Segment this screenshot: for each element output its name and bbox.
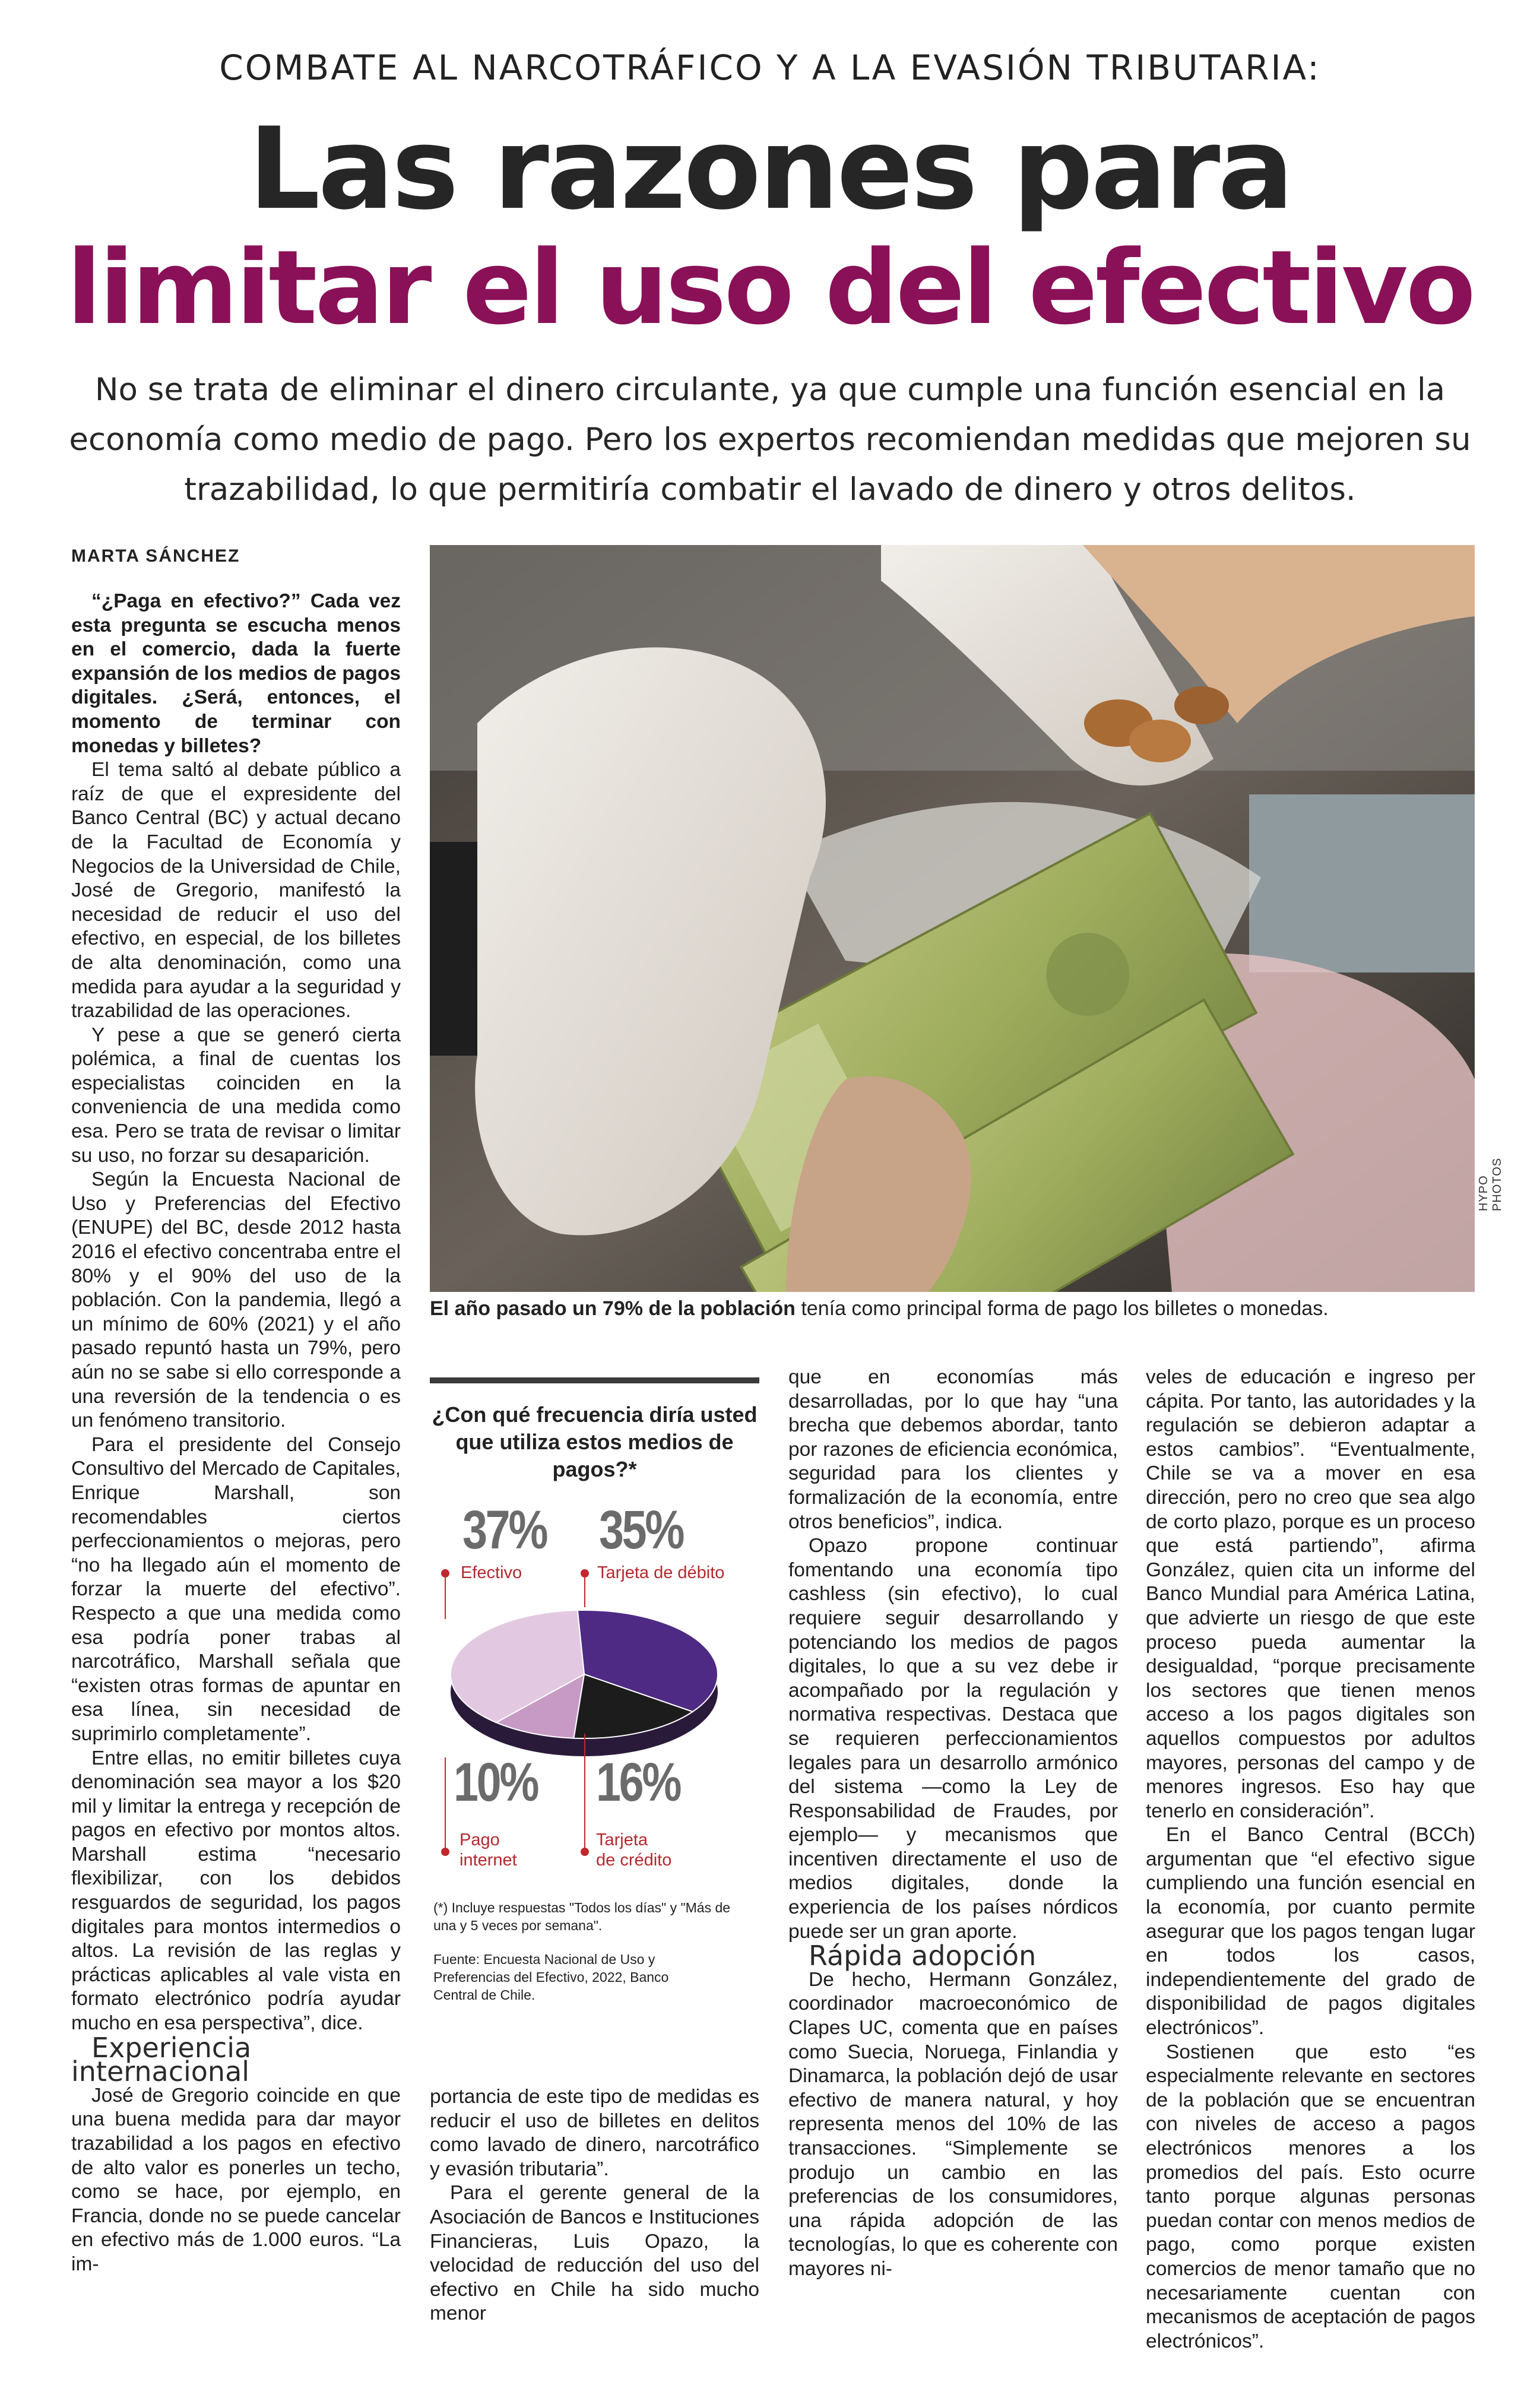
paragraph: Y pese a que se generó cierta polémica, a final de cuentas los especialistas coinciden en la conveniencia de una medida como esa. Pero se trata de revisar o limitar su uso, no forzar su desaparición. bbox=[71, 1024, 401, 1167]
photo-caption bbox=[430, 1297, 1475, 1320]
legend-internet bbox=[460, 1830, 517, 1870]
paragraph: De hecho, Hermann González, coordinador macroeconómico de Clapes UC, comenta que en países como Suecia, Noruega, Finlandia y Dinamarca, la población dejó de usar efectivo de manera natural, y hoy representa menos del 10% de las transacciones. “Simplemente se produjo un cambio en las preferencias de los consumidores, una rápida adopción de las tecnologías, lo que es coherente con mayores ni- bbox=[788, 1968, 1118, 2280]
column-3 bbox=[788, 1366, 1118, 2282]
paragraph: Para el presidente del Consejo Consultivo del Mercado de Capitales, Enrique Marshall, son recomendables ciertos perfeccionamientos o mejoras, pero “no ha llegado aún el momento de forzar la muerte del efectivo”. Respecto a que una medida como esa podría poner trabas al narcotráfico, Marshall señala que “existen otras formas de apuntar en esa línea, sin necesidad de suprimirlo completamente”. bbox=[71, 1433, 401, 1745]
caption-rest: tenía como principal forma de pago los billetes o monedas. bbox=[795, 1297, 1329, 1320]
infobox-top-rule bbox=[430, 1377, 759, 1383]
marker-dot bbox=[581, 1848, 589, 1856]
marker-dot bbox=[441, 1848, 449, 1856]
kicker: COMBATE AL NARCOTRÁFICO Y A LA EVASIÓN TRIBUTARIA: bbox=[219, 47, 1321, 88]
paragraph: que en economías más desarrolladas, por lo que hay “una brecha que debemos abordar, tanto por razones de eficiencia económica, seguridad para los clientes y formalización de la economía, entre otros beneficios”, indica. bbox=[788, 1366, 1118, 1533]
legend-internet-line2: internet bbox=[460, 1851, 517, 1870]
value-label-debito: 35% bbox=[599, 1500, 683, 1560]
marker-dot bbox=[441, 1569, 449, 1578]
value-label-internet: 10% bbox=[454, 1752, 538, 1813]
paragraph: portancia de este tipo de medidas es reducir el uso de billetes en delitos como lavado de dinero, narcotráfico y evasión tributaria”. bbox=[430, 2086, 759, 2180]
legend-internet-line1: Pago bbox=[460, 1830, 500, 1849]
legend-efectivo: Efectivo bbox=[461, 1563, 522, 1582]
paragraph: Sostienen que esto “es especialmente relevante en sectores de la población que se encuentran con niveles de acceso a pagos electrónicos menores a los promedios del país. Esto ocurre tanto porque algunas personas puedan contar con menos medios de pago, como porque existen comercios de menor tamaño que no necesariamente cuentan con mecanismos de aceptación de pagos electrónicos”. bbox=[1146, 2041, 1475, 2352]
paragraph: Opazo propone continuar fomentando una economía tipo cashless (sin efectivo), lo cual requiere seguir desarrollando y potenciando los medios de pagos digitales, lo que a su vez debe ir acompañado por la regulación y normativa respectivas. Destaca que se requieren perfeccionamientos legales para un desarrollo armónico del sistema —como la Ley de Responsabilidad de Fraudes, por ejemplo— y mecanismos que incentiven directamente el uso de medios digitales, donde la experiencia de los países nórdicos puede ser un gran aporte. bbox=[788, 1535, 1118, 1943]
photo-illustration bbox=[430, 545, 1475, 1292]
column-1 bbox=[71, 590, 401, 2277]
paragraph: El tema saltó al debate público a raíz de que el expresidente del Banco Central (BC) y actual decano de la Facultad de Economía y Negocios de la Universidad de Chile, José de Gregorio, manifestó la necesidad de reducir el uso del efectivo, en especial, de los billetes de alta denominación, como una medida para ayudar a la seguridad y trazabilidad de las operaciones. bbox=[71, 759, 401, 1022]
caption-bold: El año pasado un 79% de la población bbox=[430, 1297, 796, 1320]
legend-credito bbox=[596, 1830, 671, 1870]
pie-chart-infobox bbox=[430, 1377, 759, 2019]
legend-debito: Tarjeta de débito bbox=[597, 1563, 725, 1582]
value-label-credito: 16% bbox=[596, 1752, 680, 1813]
marker-dot bbox=[581, 1569, 589, 1578]
leader-line bbox=[445, 1757, 446, 1849]
paragraph: Entre ellas, no emitir billetes cuya denominación sea mayor a los $20 mil y limitar la entrega y recepción de pagos en efectivo por montos altos. Marshall estima “necesario flexibilizar, con los debidos resguardos de seguridad, los pagos digitales para montos intermedios o altos. La revisión de las reglas y prácticas aplicables al vale vista en formato electrónico podría ayudar mucho en esa perspectiva”, dice. bbox=[71, 1747, 401, 2035]
headline-line-2: limitar el uso del efectivo bbox=[66, 228, 1474, 347]
column-4 bbox=[1146, 1366, 1475, 2354]
photo-hands-with-banknotes bbox=[430, 545, 1475, 1292]
column-2-bottom bbox=[430, 2085, 759, 2326]
paragraph: En el Banco Central (BCCh) argumentan que “el efectivo sigue cumpliendo una función esencial en la economía, por cuanto permite asegurar que los pagos tengan lugar en todos los casos, independientemente del grado de disponibilidad de pagos digitales electrónicos”. bbox=[1146, 1824, 1475, 2039]
headline-line-1: Las razones para bbox=[248, 103, 1292, 235]
photo-credit: HYPO PHOTOS bbox=[1477, 1157, 1504, 1211]
paragraph: Según la Encuesta Nacional de Uso y Preferencias del Efectivo (ENUPE) del BC, desde 2012 hasta 2016 el efectivo concentraba entre el 80% y el 90% del uso de la población. Con la pandemia, llegó a un mínimo de 60% (2021) y el año pasado repuntó hasta un 79%, pero aún no se sabe si ello corresponde a una reversión de la tendencia o es un fenómeno transitorio. bbox=[71, 1168, 401, 1432]
pie-chart bbox=[442, 1597, 733, 1775]
lead-paragraph: “¿Paga en efectivo?” Cada vez esta pregunta se escucha menos en el comercio, dada la fuerte expansión de los medios de pagos digitales. ¿Será, entonces, el momento de terminar con monedas y billetes? bbox=[71, 590, 401, 757]
paragraph: Para el gerente general de la Asociación de Bancos e Instituciones Financieras, Luis Opazo, la velocidad de reducción del uso del efectivo en Chile ha sido mucho menor bbox=[430, 2182, 759, 2325]
chart-source: Fuente: Encuesta Nacional de Uso y Preferencias del Efectivo, 2022, Banco Central de Chile. bbox=[433, 1952, 669, 2003]
legend-credito-line1: Tarjeta bbox=[596, 1830, 648, 1849]
paragraph: José de Gregorio coincide en que una buena medida para dar mayor trazabilidad a los pagos en efectivo de alto valor es ponerles un techo, como se hace, por ejemplo, en Francia, donde no se puede cancelar en efectivo más de 1.000 euros. “La im- bbox=[71, 2084, 401, 2275]
chart-footnote: (*) Incluye respuestas "Todos los días" y "Más de una y 5 veces por semana". bbox=[433, 1900, 731, 1933]
pie-slices bbox=[451, 1610, 718, 1738]
byline: MARTA SÁNCHEZ bbox=[71, 546, 240, 566]
subhead-rapida-adopcion: Rápida adopción bbox=[809, 1940, 1037, 1972]
chart-title: ¿Con qué frecuencia diría usted que utiliza estos medios de pagos?* bbox=[432, 1402, 758, 1481]
deck: No se trata de eliminar el dinero circulante, ya que cumple una función esencial en la economía como medio de pago. Pero los expertos recomiendan medidas que mejoren su trazabilidad, lo que permitiría combatir el lavado de dinero y otros delitos. bbox=[69, 372, 1471, 508]
value-label-efectivo: 37% bbox=[462, 1500, 547, 1560]
legend-credito-line2: de crédito bbox=[596, 1851, 672, 1870]
paragraph: veles de educación e ingreso per cápita. Por tanto, las autoridades y la regulación se debieron adaptar a estos cambios”. “Eventualmente, Chile se va a mover en esa dirección, pero no creo que sea algo de corto plazo, porque es un proceso que está partiendo”, afirma González, quien cita un informe del Banco Mundial para América Latina, que advierte un riesgo de que este proceso pueda aumentar la desigualdad, “porque precisamente los sectores que tienen menos acceso a los pagos digitales son aquellos compuestos por adultos mayores, personas del campo y de menores ingresos. Eso hay que tenerlo en consideración”. bbox=[1146, 1366, 1475, 1822]
subhead-experiencia-internacional: Experiencia internacional bbox=[71, 2031, 252, 2088]
leader-line bbox=[584, 1734, 585, 1849]
